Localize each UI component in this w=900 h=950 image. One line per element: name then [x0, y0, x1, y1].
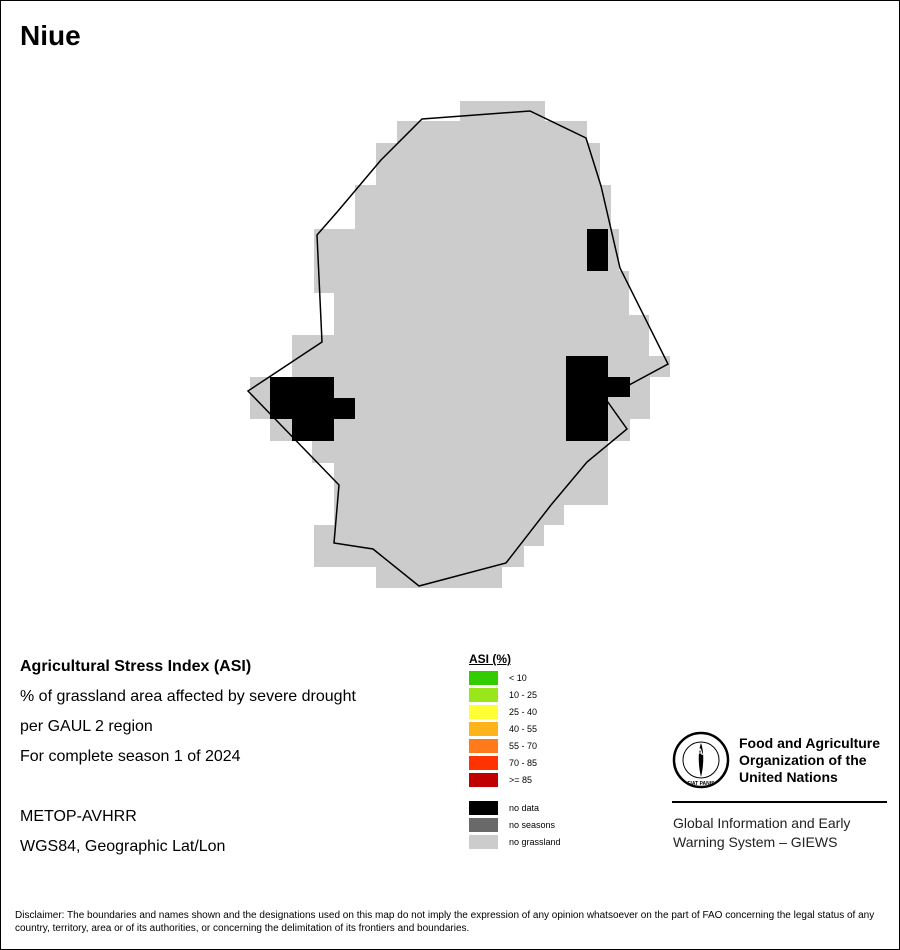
- no-grassland-cell: [292, 356, 670, 377]
- no-data-cell: [334, 398, 355, 419]
- description-line-1: % of grassland area affected by severe drought: [20, 688, 356, 705]
- no-grassland-cell: [460, 101, 545, 121]
- legend-swatch: [469, 756, 498, 770]
- legend-label: no data: [509, 803, 540, 813]
- no-grassland-cell: [355, 185, 611, 229]
- disclaimer: Disclaimer: The boundaries and names shown and the designations used on this map do not imply the expression of any opinion whatsoever on the part of FAO concerning the legal status of any country, territory, area or of its authorities, or concerning the delimitation of its frontiers and boundaries.: [15, 910, 875, 934]
- legend-swatch: [469, 739, 498, 753]
- legend-item: [469, 688, 537, 702]
- legend-item: [469, 756, 537, 770]
- legend-swatch: [469, 773, 498, 787]
- legend-item: [469, 671, 527, 685]
- no-grassland-cell: [314, 546, 524, 567]
- season-label: For complete season 1 of 2024: [20, 748, 241, 765]
- no-data-cell: [292, 419, 334, 441]
- no-data-cell: [587, 229, 608, 271]
- map-title: Niue: [20, 20, 81, 51]
- giews-line: Warning System – GIEWS: [673, 834, 838, 850]
- fao-logo-text: FAO: [691, 747, 711, 757]
- divider: [672, 801, 887, 803]
- no-grassland-cell: [314, 229, 619, 271]
- legend-item-no-data: [469, 801, 539, 815]
- no-grassland-cell: [314, 271, 629, 293]
- grassland-cells: [250, 101, 670, 588]
- fao-name-line: United Nations: [739, 769, 838, 785]
- fao-name-line: Organization of the: [739, 752, 867, 768]
- no-grassland-cell: [334, 463, 608, 505]
- legend-label: 25 - 40: [509, 707, 538, 717]
- legend-swatch: [469, 688, 498, 702]
- no-grassland-cell: [376, 143, 600, 185]
- no-data-cell: [566, 356, 608, 441]
- no-data-cell: [270, 377, 334, 419]
- legend-label: 10 - 25: [509, 690, 538, 700]
- legend-label: no grassland: [509, 837, 561, 847]
- index-heading: Agricultural Stress Index (ASI): [20, 658, 252, 675]
- fao-organization-name: [739, 735, 880, 786]
- fao-logo-icon: [672, 731, 730, 789]
- description-line-2: per GAUL 2 region: [20, 718, 153, 735]
- no-grassland-cell: [314, 525, 544, 546]
- sensor-label: METOP-AVHRR: [20, 808, 137, 825]
- legend-item: [469, 705, 537, 719]
- legend-label: 40 - 55: [509, 724, 538, 734]
- legend-label: 55 - 70: [509, 741, 538, 751]
- legend-item: [469, 722, 537, 736]
- legend-title: ASI (%): [469, 652, 511, 666]
- legend-item-no-grassland: [469, 835, 561, 849]
- legend-swatch: [469, 801, 498, 815]
- no-grassland-cell: [334, 505, 564, 525]
- legend-label: >= 85: [509, 775, 533, 785]
- projection-label: WGS84, Geographic Lat/Lon: [20, 838, 226, 855]
- no-grassland-cell: [312, 441, 608, 463]
- legend-item: [469, 773, 532, 787]
- giews-line: Global Information and Early: [673, 815, 851, 831]
- legend-swatch: [469, 705, 498, 719]
- legend-swatch: [469, 722, 498, 736]
- legend-swatch: [469, 818, 498, 832]
- no-grassland-cell: [292, 335, 649, 356]
- legend-swatch: [469, 671, 498, 685]
- no-grassland-cell: [334, 315, 649, 335]
- legend-item: [469, 739, 537, 753]
- fao-name-line: Food and Agriculture: [739, 735, 881, 751]
- legend-label: no seasons: [509, 820, 556, 830]
- fao-motto: FIAT PANIS: [687, 781, 715, 787]
- legend-swatch: [469, 835, 498, 849]
- legend-label: < 10: [509, 673, 527, 683]
- legend-item-no-seasons: [469, 818, 555, 832]
- legend-label: 70 - 85: [509, 758, 538, 768]
- giews-label: [673, 814, 850, 852]
- no-grassland-cell: [334, 293, 629, 315]
